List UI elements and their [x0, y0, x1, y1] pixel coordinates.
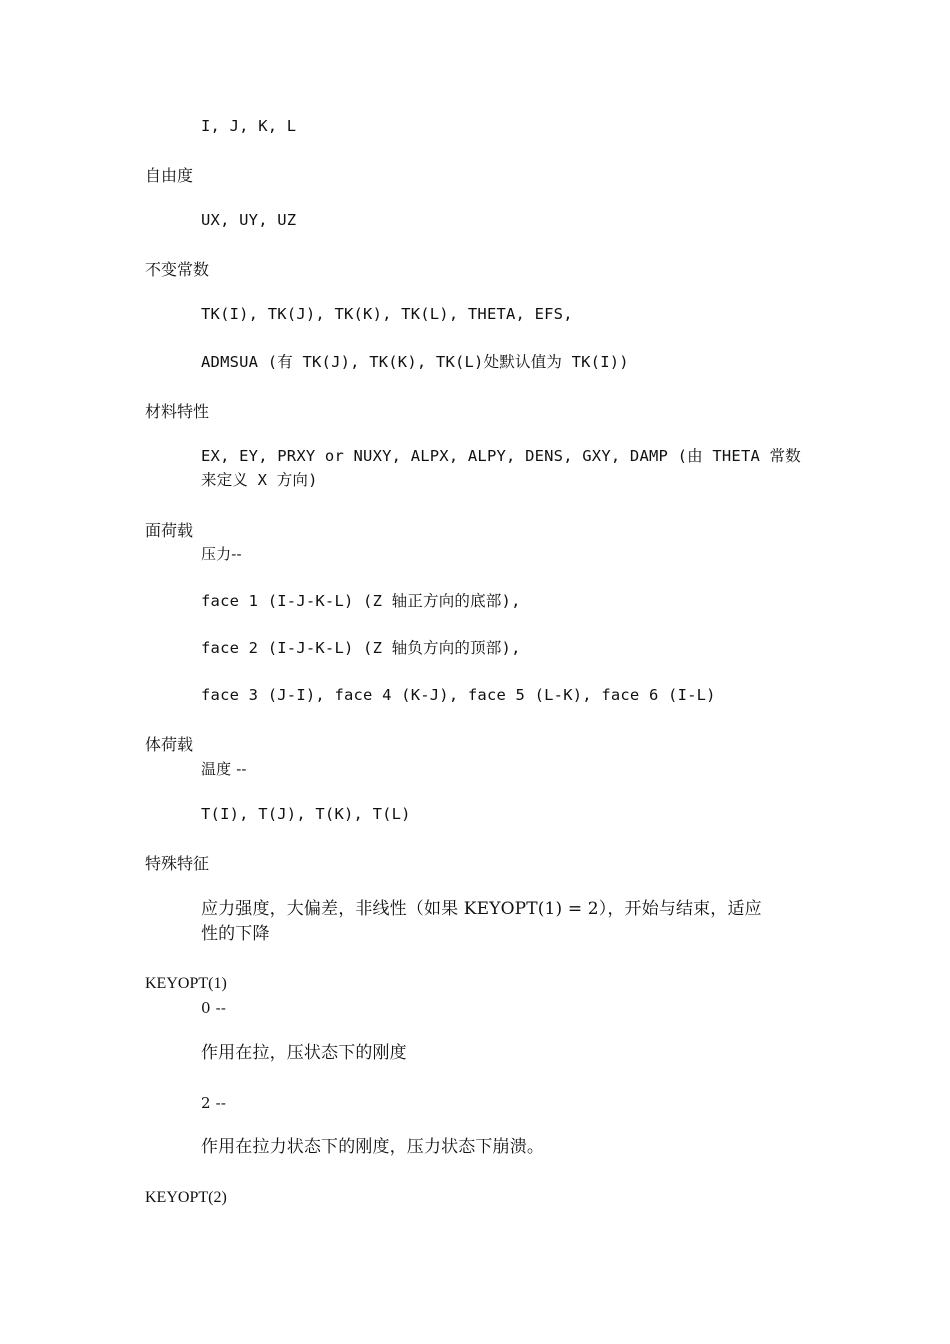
keyopt1-option-0: 0 --	[201, 999, 227, 1017]
special-features-heading: 特殊特征	[145, 854, 210, 873]
keyopt1-option-2-description: 作用在拉力状态下的刚度，压力状态下崩溃。	[201, 1137, 544, 1157]
special-features-line-1: 应力强度，大偏差，非线性（如果 KEYOPT(1) = 2），开始与结束，适应	[201, 899, 762, 919]
keyopt2-heading: KEYOPT(2)	[145, 1189, 227, 1206]
body-loads-heading: 体荷载	[145, 735, 194, 754]
keyopt1-option-0-description: 作用在拉，压状态下的刚度	[201, 1043, 407, 1063]
dof-line: UX, UY, UZ	[201, 211, 297, 229]
nodes-line: I, J, K, L	[201, 117, 297, 135]
special-features-line-2: 性的下降	[201, 924, 270, 944]
keyopt1-heading: KEYOPT(1)	[145, 975, 227, 992]
real-constants-heading: 不变常数	[145, 260, 210, 279]
real-constants-line-1: TK(I), TK(J), TK(K), TK(L), THETA, EFS,	[201, 305, 573, 323]
faces-rest-line: face 3 (J-I), face 4 (K-J), face 5 (L-K), face 6 (I-L)	[201, 686, 716, 704]
temperature-label: 温度 --	[201, 760, 247, 778]
real-constants-line-2: ADMSUA (有 TK(J), TK(K), TK(L)处默认值为 TK(I))	[201, 353, 629, 371]
dof-heading: 自由度	[145, 166, 194, 185]
material-line-2: 来定义 X 方向)	[201, 471, 318, 489]
pressure-label: 压力--	[201, 545, 242, 563]
temperature-line: T(I), T(J), T(K), T(L)	[201, 805, 411, 823]
material-heading: 材料特性	[145, 402, 210, 421]
surface-loads-heading: 面荷载	[145, 521, 194, 540]
keyopt1-option-2: 2 --	[201, 1094, 227, 1112]
material-line-1: EX, EY, PRXY or NUXY, ALPX, ALPY, DENS, GXY, DAMP (由 THETA 常数	[201, 447, 801, 465]
face-1-line: face 1 (I-J-K-L) (Z 轴正方向的底部),	[201, 592, 521, 610]
face-2-line: face 2 (I-J-K-L) (Z 轴负方向的顶部),	[201, 639, 521, 657]
